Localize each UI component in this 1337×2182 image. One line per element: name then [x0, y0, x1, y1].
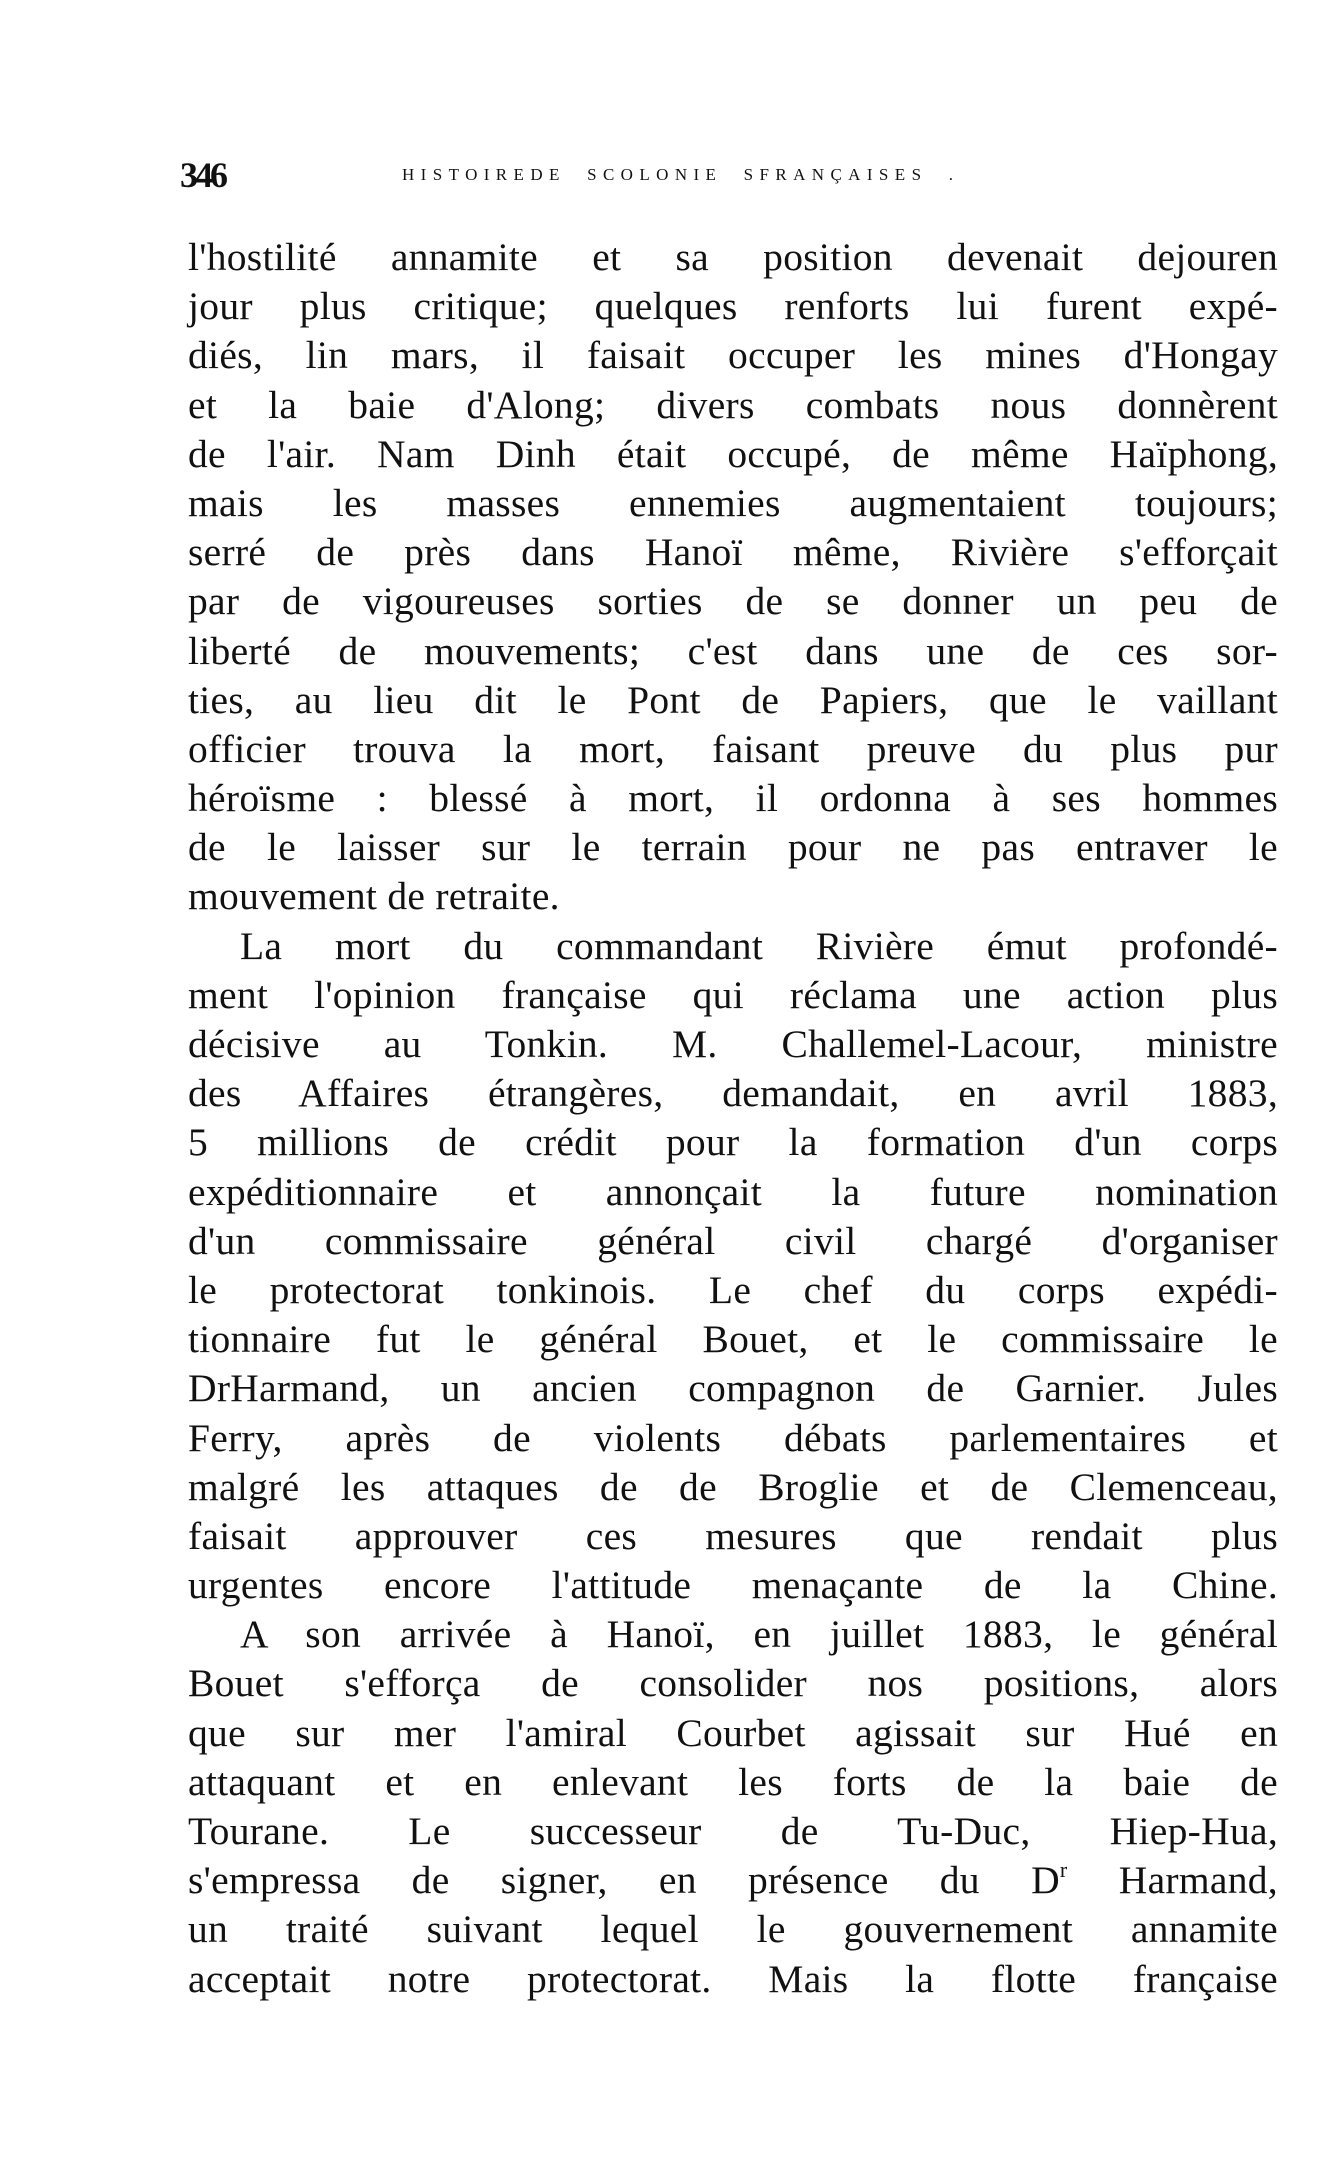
text-line: attaquant et en enlevant les forts de la baie de — [188, 1759, 1278, 1804]
text-line: le protectorat tonkinois. Le chef du corps expédi- — [188, 1267, 1278, 1312]
text-line: et la baie d'Along; divers combats nous donnèrent — [188, 382, 1278, 427]
text-line: héroïsme : blessé à mort, il ordonna à ses hommes — [188, 776, 1278, 821]
text-line: jour plus critique; quelques renforts lui furent expé- — [188, 284, 1278, 329]
text-line: expéditionnaire et annonçait la future nomination — [188, 1169, 1278, 1214]
running-head — [180, 150, 1280, 200]
line-head: s'empressa de signer, en présence du D — [188, 1858, 1060, 1903]
text-line-with-superscript — [188, 1856, 1278, 1905]
text-line: Ferry, après de violents débats parlementaires et — [188, 1415, 1278, 1460]
text-line: que sur mer l'amiral Courbet agissait sur Hué en — [188, 1710, 1278, 1755]
text-line: acceptait notre protectorat. Mais la flotte française — [188, 1956, 1278, 2001]
body-text — [188, 233, 1278, 2004]
superscript: r — [1059, 1857, 1068, 1883]
text-line: ties, au lieu dit le Pont de Papiers, que le vaillant — [188, 677, 1278, 722]
text-line: faisait approuver ces mesures que rendait plus — [188, 1513, 1278, 1558]
paragraph-start-line: A son arrivée à Hanoï, en juillet 1883, le général — [240, 1612, 1278, 1657]
text-line: DrHarmand, un ancien compagnon de Garnier. Jules — [188, 1366, 1278, 1411]
text-line: serré de près dans Hanoï même, Rivière s'efforçait — [188, 530, 1278, 575]
line-tail: Harmand, — [1067, 1858, 1278, 1903]
text-line: d'un commissaire général civil chargé d'organiser — [188, 1218, 1278, 1263]
text-line: tionnaire fut le général Bouet, et le commissaire le — [188, 1317, 1278, 1362]
paragraph-end-line: mouvement de retraite. — [188, 874, 560, 919]
text-line: des Affaires étrangères, demandait, en avril 1883, — [188, 1071, 1278, 1116]
text-line: officier trouva la mort, faisant preuve du plus pur — [188, 726, 1278, 771]
text-line: l'hostilité annamite et sa position devenait dejouren — [188, 235, 1278, 279]
running-title: HISTOIREDE SCOLONIE SFRANÇAISES . — [402, 165, 960, 184]
paragraph-start-line: La mort du commandant Rivière émut profondé- — [240, 923, 1278, 968]
text-line: diés, lin mars, il faisait occuper les mines d'Hongay — [188, 333, 1278, 378]
text-line: Bouet s'efforça de consolider nos positions, alors — [188, 1661, 1278, 1706]
text-line: un traité suivant lequel le gouvernement annamite — [188, 1907, 1278, 1952]
text-line: malgré les attaques de de Broglie et de Clemenceau, — [188, 1464, 1278, 1509]
text-line: 5 millions de crédit pour la formation d'un corps — [188, 1120, 1278, 1165]
text-line: par de vigoureuses sorties de se donner un peu de — [188, 579, 1278, 624]
paragraph-end-line: urgentes encore l'attitude menaçante de la Chine. — [188, 1563, 1278, 1608]
text-line: mais les masses ennemies augmentaient toujours; — [188, 480, 1278, 525]
text-line: de l'air. Nam Dinh était occupé, de même Haïphong, — [188, 431, 1278, 476]
text-line: ment l'opinion française qui réclama une action plus — [188, 972, 1278, 1017]
text-line: liberté de mouvements; c'est dans une de ces sor- — [188, 628, 1278, 673]
text-line: de le laisser sur le terrain pour ne pas entraver le — [188, 825, 1278, 870]
page-number: 346 — [180, 155, 225, 195]
text-line: décisive au Tonkin. M. Challemel-Lacour, ministre — [188, 1022, 1278, 1066]
text-line: Tourane. Le successeur de Tu-Duc, Hiep-Hua, — [188, 1809, 1278, 1853]
